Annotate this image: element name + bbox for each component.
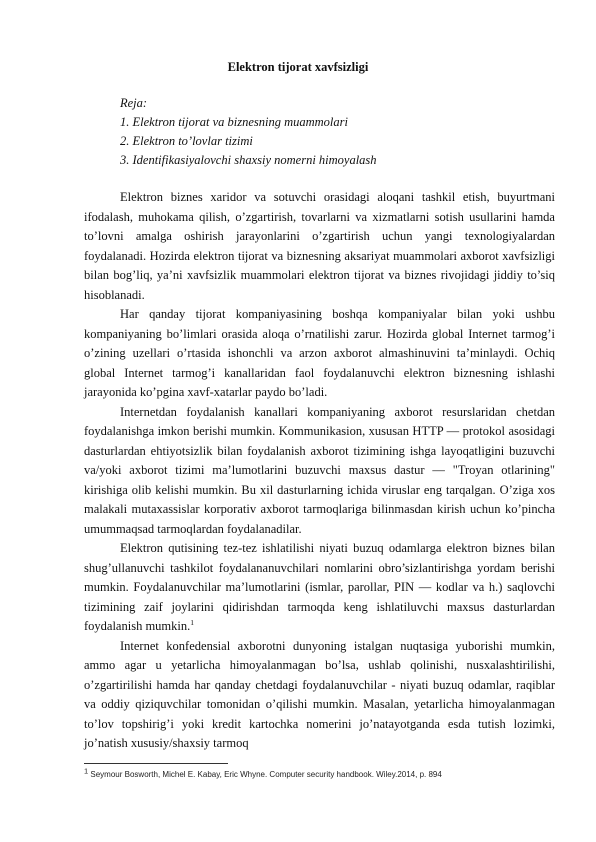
footnote-marker: 1 <box>84 766 89 776</box>
footnote-divider <box>84 763 228 764</box>
plan-item: 1. Elektron tijorat va biznesning muammolari <box>120 115 348 129</box>
footnote-reference: 1 <box>190 617 194 627</box>
paragraph: Har qanday tijorat kompaniyasining boshqa kompaniyalar bilan yoki ushbu kompaniyaning bo’limlari orasida aloqa o’rnatilishi zarur. Hozirda global Internet tarmog’i o’zining uzellari o’rtasida ishonchli va arzon axborot almashinuvini ta’minlaydi. Ochiq global Internet tarmog’i kanallaridan faol foydalanuvchi elektron biznesning ishlashi jarayonida ko’pgina xavf-xatarlar paydo bo’ladi. <box>84 307 555 399</box>
paragraph: Elektron biznes xaridor va sotuvchi orasidagi aloqani tashkil etish, buyurtmani ifodalash, muhokama qilish, o’zgartirish, tovarlarni va xizmatlarni sotish usullarini hamda to’lovni amalga oshirish jarayonlarini o’zgartirish uchun yangi texnologiyalardan foydalanadi. Hozirda elektron tijorat va biznesning aksariyat muammolari axborot xavfsizligi bilan bog’liq, ya’ni xavfsizlik muammolari elektron tijorat va biznes rivojidagi jiddiy to’siq hisoblanadi. <box>84 190 555 302</box>
paragraph-with-footnote <box>84 539 555 637</box>
plan-item: 3. Identifikasiyalovchi shaxsiy nomerni himoyalash <box>120 153 377 167</box>
body-text <box>84 188 555 754</box>
page-title: Elektron tijorat xavfsizligi <box>227 60 369 74</box>
paragraph-text: Elektron qutisining tez-tez ishlatilishi niyati buzuq odamlarga elektron biznes bilan shug’ullanuvchi tashkilot foydalananuvchilari nomlarini obro’sizlantirishga yordam berishi mumkin. Foydalanuvchilar ma’lumotlarini (ismlar, parollar, PIN — kodlar va h.) saqlovchi tizimining zaif joylarini qidirishdan tarmoqda keng ishlatiluvchi maxsus dasturlardan foydalanish mumkin. <box>84 541 555 633</box>
plan-section <box>120 94 377 170</box>
footnote-text: Seymour Bosworth, Michel E. Kabay, Eric Whyne. Computer security handbook. Wiley.2014, p. 894 <box>88 770 442 779</box>
paragraph: Internet konfedensial axborotni dunyoning istalgan nuqtasiga yuborishi mumkin, ammo agar u yetarlicha himoyalanmagan bo’lsa, ushlab qolinishi, nusxalashtirilishi, o’zgartirilishi hamda har qanday chetdagi foydalanuvchilar - niyati buzuq odamlar, raqiblar va oddiy qiziquvchilar tomonidan o’qilishi mumkin. Masalan, yetarlicha himoyalanmagan to’lov topshirig’i yoki kredit kartochka nomerini jo’natayotganda esda tutish lozimki, jo’natish xususiy/shaxsiy tarmoq <box>84 638 555 750</box>
paragraph: Internetdan foydalanish kanallari kompaniyaning axborot resurslaridan chetdan foydalanishga imkon berishi mumkin. Kommunikasion, xususan HTTP — protokol asosidagi dasturlardan ehtiyotsizlik bilan foydalanish axborot tizimining ishga layoqatligini buzuvchi va/yoki axborot tizimi ma’lumotlarini buzuvchi maxsus dastur — "Troyan otlarining" kirishiga olib kelishi mumkin. Bu xil dasturlarning ichida viruslar eng tarqalgan. O’ziga xos malakali mutaxassislar korporativ axborot tarmoqlariga bilinmasdan kirish uchun ko’pincha umummaqsad tarmoqlardan foydalanadilar. <box>84 404 555 536</box>
plan-heading: Reja: <box>120 96 148 110</box>
plan-item: 2. Elektron to’lovlar tizimi <box>120 134 253 148</box>
footnote <box>84 766 564 779</box>
